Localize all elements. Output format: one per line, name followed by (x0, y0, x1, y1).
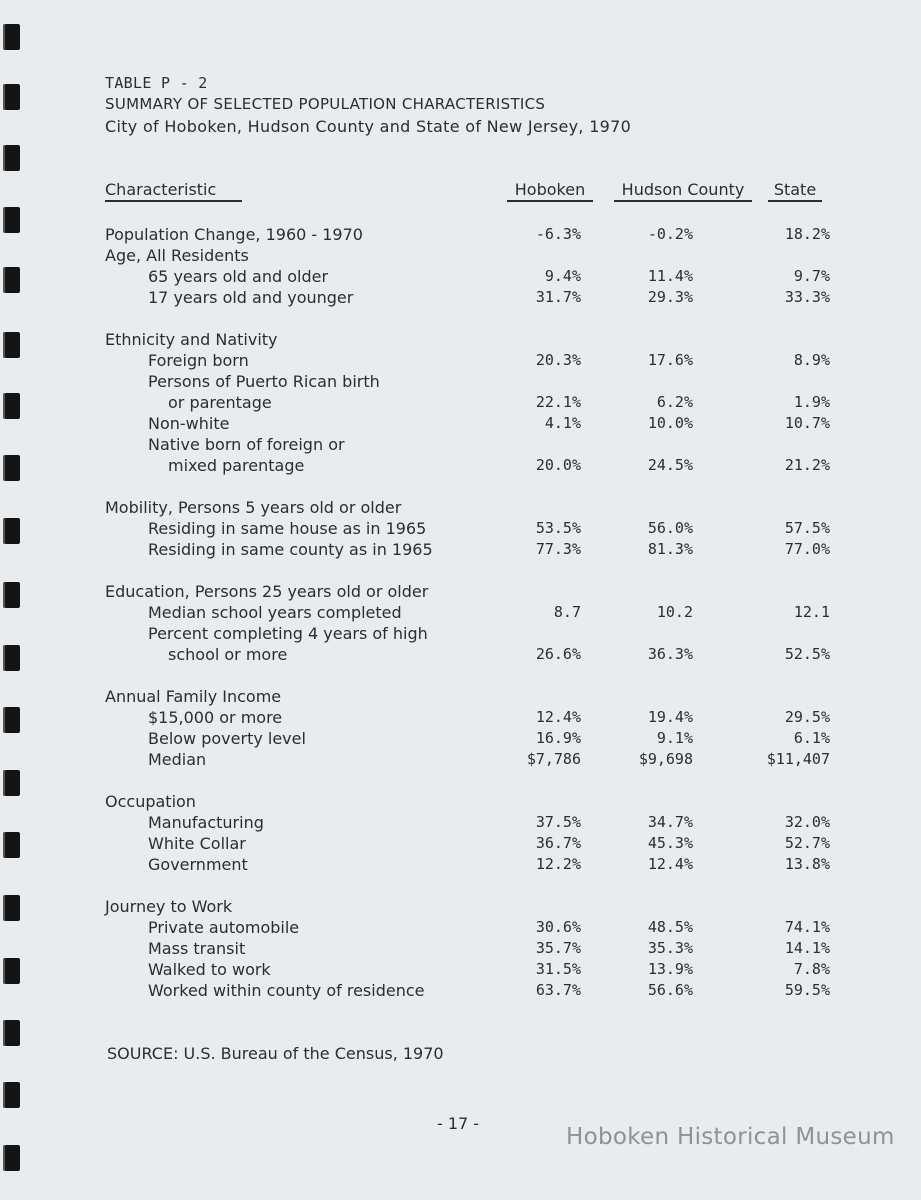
table-row (0, 749, 921, 770)
table-row (0, 791, 921, 812)
table-row (0, 434, 921, 455)
cell-hudson: 48.5% (647, 918, 693, 936)
cell-hudson: 56.6% (647, 981, 693, 999)
row-label: school or more (168, 645, 288, 664)
row-label: White Collar (148, 834, 246, 853)
cell-hudson: 10.0% (647, 414, 693, 432)
cell-state: 8.9% (793, 351, 830, 369)
cell-state: 1.9% (793, 393, 830, 411)
row-label: Non-white (148, 414, 230, 433)
cell-hoboken: 31.5% (535, 960, 581, 978)
cell-hoboken: 20.0% (535, 456, 581, 474)
table-row (0, 497, 921, 518)
table-row (0, 623, 921, 644)
table-row (0, 833, 921, 854)
cell-hoboken: 8.7 (553, 603, 581, 621)
cell-hoboken: 12.2% (535, 855, 581, 873)
cell-hudson: 13.9% (647, 960, 693, 978)
cell-hoboken: 53.5% (535, 519, 581, 537)
table-row (0, 686, 921, 707)
table-row (0, 266, 921, 287)
cell-hudson: 10.2 (656, 603, 693, 621)
table-row (0, 896, 921, 917)
cell-state: 77.0% (784, 540, 830, 558)
cell-hudson: 6.2% (656, 393, 693, 411)
row-label: Manufacturing (148, 813, 264, 832)
table-row (0, 287, 921, 308)
row-label: Persons of Puerto Rican birth (148, 372, 380, 391)
cell-state: 57.5% (784, 519, 830, 537)
table-row (0, 959, 921, 980)
cell-hoboken: 35.7% (535, 939, 581, 957)
table-subtitle: City of Hoboken, Hudson County and State of New Jersey, 1970 (105, 117, 632, 136)
table-row (0, 350, 921, 371)
binding-ring (3, 1145, 20, 1171)
cell-state: 9.7% (793, 267, 830, 285)
row-label: Annual Family Income (105, 687, 282, 706)
cell-hudson: 35.3% (647, 939, 693, 957)
cell-hudson: 11.4% (647, 267, 693, 285)
table-row (0, 917, 921, 938)
cell-hudson: 81.3% (647, 540, 693, 558)
table-row (0, 812, 921, 833)
binding-ring (3, 1082, 20, 1108)
cell-hudson: 36.3% (647, 645, 693, 663)
row-label: Residing in same county as in 1965 (148, 540, 433, 559)
cell-state: $11,407 (766, 750, 830, 768)
row-label: Age, All Residents (105, 246, 249, 265)
table-row (0, 938, 921, 959)
cell-hudson: 29.3% (647, 288, 693, 306)
row-label: Private automobile (148, 918, 300, 937)
row-label: Below poverty level (148, 729, 306, 748)
cell-state: 21.2% (784, 456, 830, 474)
cell-hoboken: 30.6% (535, 918, 581, 936)
table-row (0, 581, 921, 602)
cell-hoboken: $7,786 (526, 750, 581, 768)
row-label: $15,000 or more (148, 708, 283, 727)
row-label: Ethnicity and Nativity (105, 330, 278, 349)
table-row (0, 224, 921, 245)
cell-hudson: -0.2% (647, 225, 693, 243)
cell-hoboken: 31.7% (535, 288, 581, 306)
cell-hudson: 45.3% (647, 834, 693, 852)
page-number: - 17 - (437, 1114, 480, 1133)
column-header-characteristic: Characteristic (105, 180, 242, 202)
binding-ring (3, 1020, 20, 1046)
row-label: Median (148, 750, 207, 769)
cell-state: 33.3% (784, 288, 830, 306)
cell-hoboken: 22.1% (535, 393, 581, 411)
cell-hoboken: 20.3% (535, 351, 581, 369)
cell-hoboken: 63.7% (535, 981, 581, 999)
cell-hoboken: 36.7% (535, 834, 581, 852)
cell-state: 12.1 (793, 603, 830, 621)
cell-hoboken: 26.6% (535, 645, 581, 663)
row-label: Native born of foreign or (148, 435, 345, 454)
table-row (0, 539, 921, 560)
cell-state: 18.2% (784, 225, 830, 243)
row-label: Journey to Work (105, 897, 233, 916)
row-label: Population Change, 1960 - 1970 (105, 225, 363, 244)
table-row (0, 245, 921, 266)
row-label: Percent completing 4 years of high (148, 624, 428, 643)
row-label: Education, Persons 25 years old or older (105, 582, 429, 601)
table-row (0, 392, 921, 413)
source-note: SOURCE: U.S. Bureau of the Census, 1970 (107, 1044, 444, 1063)
binding-ring (3, 24, 20, 50)
cell-hudson: 17.6% (647, 351, 693, 369)
cell-state: 52.7% (784, 834, 830, 852)
cell-hoboken: 16.9% (535, 729, 581, 747)
cell-state: 74.1% (784, 918, 830, 936)
cell-state: 29.5% (784, 708, 830, 726)
cell-hudson: 9.1% (656, 729, 693, 747)
row-label: Mobility, Persons 5 years old or older (105, 498, 402, 517)
cell-hoboken: -6.3% (535, 225, 581, 243)
table-row (0, 413, 921, 434)
cell-state: 7.8% (793, 960, 830, 978)
cell-hoboken: 12.4% (535, 708, 581, 726)
cell-state: 32.0% (784, 813, 830, 831)
cell-state: 59.5% (784, 981, 830, 999)
table-row (0, 455, 921, 476)
table-row (0, 602, 921, 623)
table-row (0, 371, 921, 392)
column-header-hoboken: Hoboken (507, 180, 593, 202)
column-header-state: State (768, 180, 822, 202)
table-row (0, 707, 921, 728)
cell-hoboken: 37.5% (535, 813, 581, 831)
row-label: Mass transit (148, 939, 246, 958)
watermark: Hoboken Historical Museum (566, 1124, 895, 1150)
row-label: Residing in same house as in 1965 (148, 519, 427, 538)
table-title: SUMMARY OF SELECTED POPULATION CHARACTERISTICS (105, 95, 546, 113)
cell-state: 14.1% (784, 939, 830, 957)
table-row (0, 644, 921, 665)
cell-state: 6.1% (793, 729, 830, 747)
row-label: 17 years old and younger (148, 288, 354, 307)
row-label: 65 years old and older (148, 267, 329, 286)
cell-hudson: 56.0% (647, 519, 693, 537)
column-header-hudson-county: Hudson County (614, 180, 752, 202)
cell-hudson: 34.7% (647, 813, 693, 831)
row-label: Walked to work (148, 960, 271, 979)
row-label: Worked within county of residence (148, 981, 425, 1000)
table-row (0, 329, 921, 350)
table-row (0, 728, 921, 749)
row-label: or parentage (168, 393, 272, 412)
cell-state: 10.7% (784, 414, 830, 432)
cell-hudson: 24.5% (647, 456, 693, 474)
table-row (0, 980, 921, 1001)
row-label: Median school years completed (148, 603, 402, 622)
cell-hoboken: 4.1% (544, 414, 581, 432)
binding-ring (3, 84, 20, 110)
row-label: Occupation (105, 792, 196, 811)
row-label: Government (148, 855, 248, 874)
cell-hudson: 12.4% (647, 855, 693, 873)
cell-hoboken: 9.4% (544, 267, 581, 285)
cell-hudson: $9,698 (638, 750, 693, 768)
cell-state: 13.8% (784, 855, 830, 873)
cell-hudson: 19.4% (647, 708, 693, 726)
row-label: Foreign born (148, 351, 249, 370)
cell-state: 52.5% (784, 645, 830, 663)
table-id: TABLE P - 2 (105, 74, 208, 92)
row-label: mixed parentage (168, 456, 305, 475)
binding-ring (3, 145, 20, 171)
cell-hoboken: 77.3% (535, 540, 581, 558)
table-row (0, 518, 921, 539)
table-row (0, 854, 921, 875)
